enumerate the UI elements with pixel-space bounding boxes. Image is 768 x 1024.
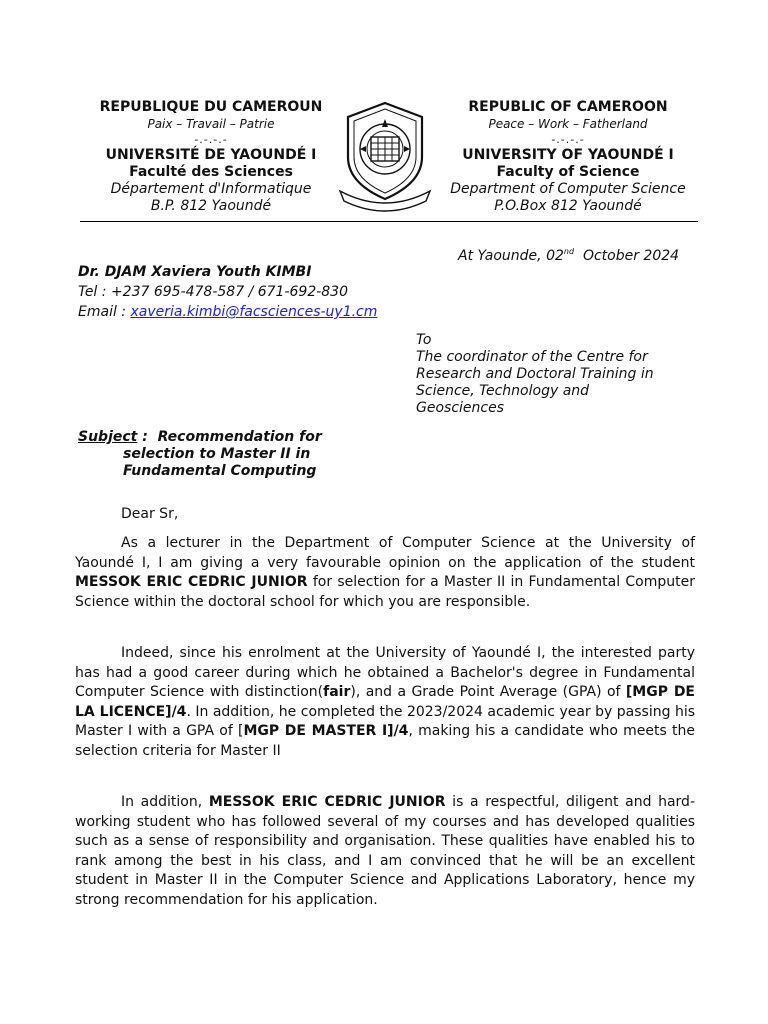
header-left-block <box>76 98 346 215</box>
department-name-en: Department of Computer Science <box>450 181 686 197</box>
date-suffix: October 2024 <box>574 248 680 264</box>
recipient-line: Geosciences <box>416 400 504 416</box>
university-name-en: UNIVERSITY OF YAOUNDÉ I <box>462 147 674 163</box>
student-name: MESSOK ERIC CEDRIC JUNIOR <box>208 794 446 810</box>
recipient-line: Science, Technology and <box>416 383 590 399</box>
p2-text-e: . In addition, he completed the 2023/2024 academic year by passing his Master I with a GPA of [ <box>75 703 696 739</box>
p2-text-a: Indeed, since his enrolment at the University of Yaoundé I, the interested party has had a good career during which he obtained a Bachelor's degree in Fundamental Computer Science with distinction( <box>75 645 695 700</box>
email-label: Email : <box>78 304 131 320</box>
recipient-block <box>416 332 706 417</box>
recipient-line: Research and Doctoral Training in <box>416 366 654 382</box>
university-seal-icon <box>336 97 434 212</box>
separator-dots-en: -.-.-.- <box>551 133 585 146</box>
paragraph-3 <box>75 793 695 910</box>
separator-dots-fr: -.-.-.- <box>194 133 228 146</box>
letter-date <box>458 247 679 264</box>
subject-line-1: Recommendation for <box>157 429 322 445</box>
subject-block <box>78 429 322 480</box>
master-gpa: MGP DE MASTER I]/4 <box>243 723 409 739</box>
subject-separator: : <box>137 429 158 445</box>
subject-line-2: selection to Master II in <box>123 446 311 462</box>
sender-email-line <box>78 302 377 322</box>
date-superscript: nd <box>563 247 575 256</box>
motto-fr: Paix – Travail – Patrie <box>147 117 275 131</box>
p1-text-c: for selection for a Master II in Fundamental Computer Science within the doctoral school for which you are responsible. <box>75 574 695 610</box>
subject-line-3: Fundamental Computing <box>123 463 317 479</box>
p3-text-a: In addition, <box>121 794 209 810</box>
header-divider <box>80 221 698 222</box>
country-name-en: REPUBLIC OF CAMEROON <box>468 99 668 115</box>
date-prefix: At Yaounde, 02 <box>458 248 564 264</box>
university-name-fr: UNIVERSITÉ DE YAOUNDÉ I <box>105 147 317 163</box>
greeting: Dear Sr, <box>121 506 179 522</box>
p2-text-g: , making his a candidate who meets the selection criteria for Master II <box>75 723 695 759</box>
p2-text-c: ), and a Grade Point Average (GPA) of <box>350 684 626 700</box>
header-right-block <box>432 98 704 215</box>
paragraph-2 <box>75 644 695 761</box>
distinction-grade: fair <box>323 684 351 700</box>
p3-text-c: is a respectful, diligent and hard-working student who has followed several of my courses and has developed qualities such as a sense of responsibility and organisation. These qualities have enabled his to rank among the best in his class, and I am convinced that he will be an excellent student in Master II in the Computer Science and Applications Laboratory, hence my strong recommendation for his application. <box>75 794 695 908</box>
licence-gpa: [MGP DE LA LICENCE]/4 <box>75 684 695 720</box>
department-name-fr: Département d'Informatique <box>110 181 312 197</box>
postal-box-en: P.O.Box 812 Yaoundé <box>494 198 642 214</box>
subject-label: Subject <box>78 429 138 445</box>
paragraph-1 <box>75 534 695 612</box>
email-link[interactable]: xaveria.kimbi@facsciences-uy1.cm <box>130 304 378 320</box>
sender-block <box>78 262 377 322</box>
motto-en: Peace – Work – Fatherland <box>488 117 648 131</box>
recipient-line: To <box>416 332 432 348</box>
p1-text-a: As a lecturer in the Department of Computer Science at the University of Yaoundé I, I am giving a very favourable opinion on the application of the student <box>75 535 695 571</box>
postal-box-fr: B.P. 812 Yaoundé <box>150 198 272 214</box>
recipient-line: The coordinator of the Centre for <box>416 349 648 365</box>
country-name-fr: REPUBLIQUE DU CAMEROUN <box>99 99 323 115</box>
sender-phone: Tel : +237 695-478-587 / 671-692-830 <box>78 284 348 300</box>
faculty-name-en: Faculty of Science <box>496 164 640 180</box>
sender-name: Dr. DJAM Xaviera Youth KIMBI <box>78 264 312 280</box>
student-name: MESSOK ERIC CEDRIC JUNIOR <box>75 574 308 590</box>
faculty-name-fr: Faculté des Sciences <box>129 164 293 180</box>
